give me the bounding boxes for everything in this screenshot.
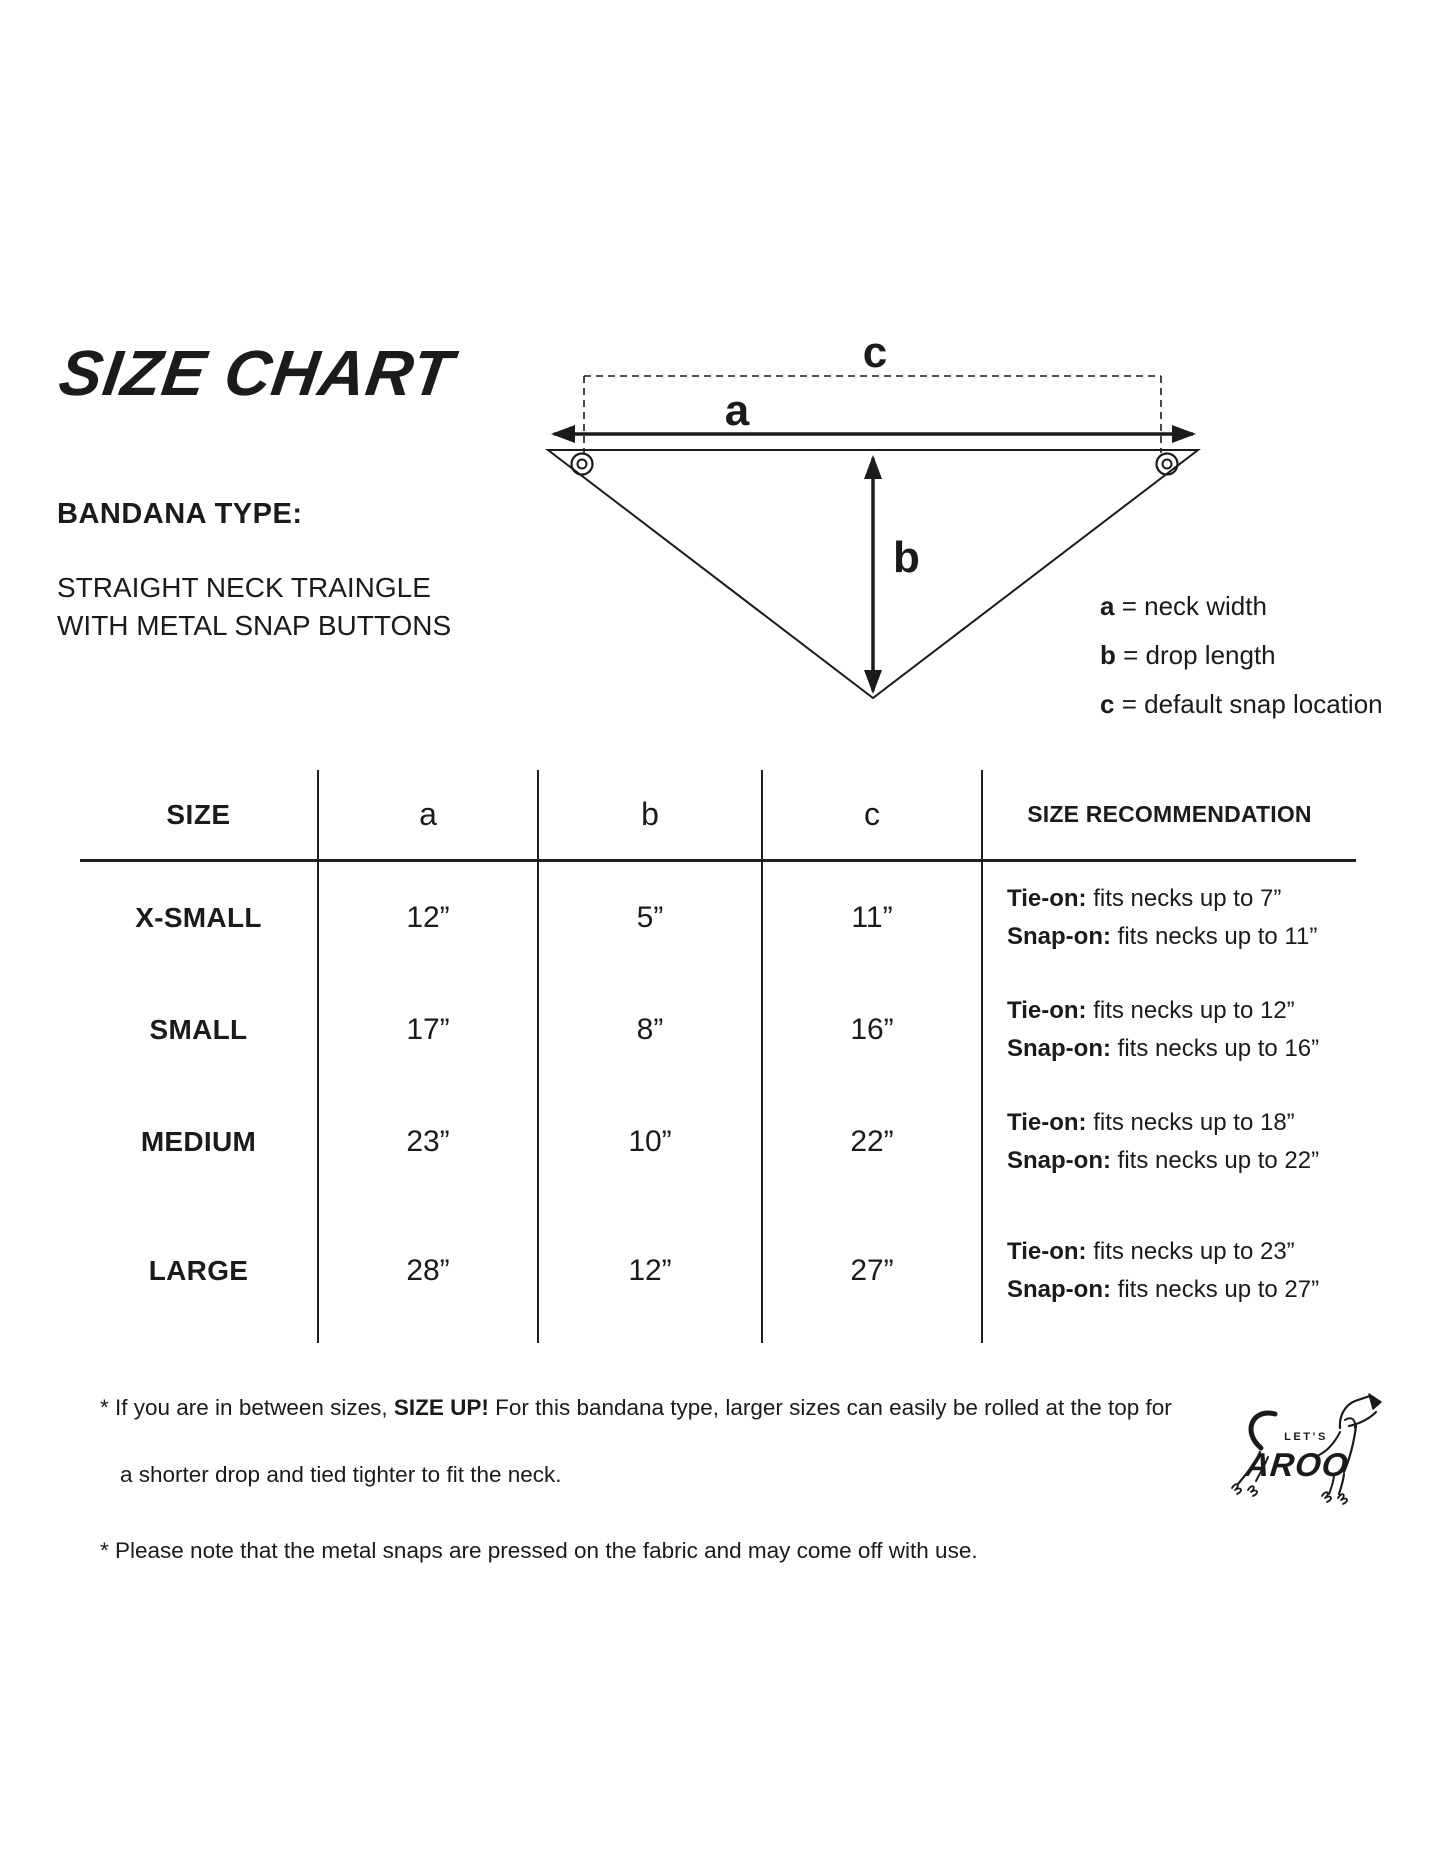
col-header-a: a	[319, 770, 539, 862]
page-title-text: SIZE CHART	[54, 337, 458, 409]
footnote-size-up: * If you are in between sizes, SIZE UP! For this bandana type, larger sizes can easily be rolled at the top for	[100, 1395, 1172, 1420]
row-small-size: SMALL	[80, 974, 319, 1086]
snap-on-line: Snap-on: fits necks up to 22”	[1007, 1147, 1320, 1174]
row-small-c: 16”	[763, 974, 983, 1086]
col-header-b: b	[539, 770, 763, 862]
bandana-type-line2: WITH METAL SNAP BUTTONS	[57, 610, 452, 641]
measurement-legend	[1100, 582, 1383, 729]
tie-on-line: Tie-on: fits necks up to 23”	[1007, 1237, 1295, 1265]
row-medium-c: 22”	[763, 1086, 983, 1198]
col-header-c: c	[763, 770, 983, 862]
logo-big-text: AROO	[1243, 1447, 1351, 1484]
bandana-type-label: BANDANA TYPE:	[57, 498, 303, 530]
row-medium-size: MEDIUM	[80, 1086, 319, 1198]
col-header-size: SIZE	[80, 770, 319, 862]
a-label: a	[724, 386, 750, 435]
tie-on-line: Tie-on: fits necks up to 18”	[1007, 1109, 1295, 1136]
row-large-recommendation	[983, 1198, 1356, 1343]
page-title	[54, 336, 458, 410]
snap-button-icon-right	[1157, 454, 1178, 475]
footnote-size-up-line2: a shorter drop and tied tighter to fit the neck.	[120, 1462, 562, 1487]
legend-item-a: a = neck width	[1100, 591, 1267, 621]
row-small-recommendation	[983, 974, 1356, 1086]
bandana-type-line1: STRAIGHT NECK TRAINGLE	[57, 572, 431, 603]
row-large-c: 27”	[763, 1198, 983, 1343]
snap-button-icon-left	[572, 454, 593, 475]
row-medium-recommendation	[983, 1086, 1356, 1198]
footnote-metal-snaps: * Please note that the metal snaps are pressed on the fabric and may come off with use.	[100, 1538, 978, 1563]
tie-on-line: Tie-on: fits necks up to 7”	[1007, 885, 1282, 912]
tie-on-line: Tie-on: fits necks up to 12”	[1007, 997, 1295, 1024]
row-xsmall-recommendation	[983, 862, 1356, 974]
snap-on-line: Snap-on: fits necks up to 11”	[1007, 923, 1318, 950]
row-large-size: LARGE	[80, 1198, 319, 1343]
snap-on-line: Snap-on: fits necks up to 27”	[1007, 1275, 1320, 1303]
c-measure-dashed-line	[584, 376, 1161, 453]
row-medium-b: 10”	[539, 1086, 763, 1198]
row-small-b: 8”	[539, 974, 763, 1086]
legend-item-c: c = default snap location	[1100, 689, 1383, 719]
snap-on-line: Snap-on: fits necks up to 16”	[1007, 1035, 1320, 1062]
legend-item-b: b = drop length	[1100, 640, 1276, 670]
row-xsmall-b: 5”	[539, 862, 763, 974]
b-label: b	[893, 533, 920, 582]
logo-small-text: LET’S	[1284, 1431, 1328, 1443]
row-large-a: 28”	[319, 1198, 539, 1343]
col-header-recommendation: SIZE RECOMMENDATION	[983, 770, 1356, 862]
row-xsmall-size: X-SMALL	[80, 862, 319, 974]
row-large-b: 12”	[539, 1198, 763, 1343]
row-xsmall-c: 11”	[763, 862, 983, 974]
c-label: c	[862, 328, 888, 377]
lets-aroo-logo	[1188, 1390, 1398, 1515]
row-xsmall-a: 12”	[319, 862, 539, 974]
row-small-a: 17”	[319, 974, 539, 1086]
row-medium-a: 23”	[319, 1086, 539, 1198]
size-table	[80, 770, 1356, 1343]
